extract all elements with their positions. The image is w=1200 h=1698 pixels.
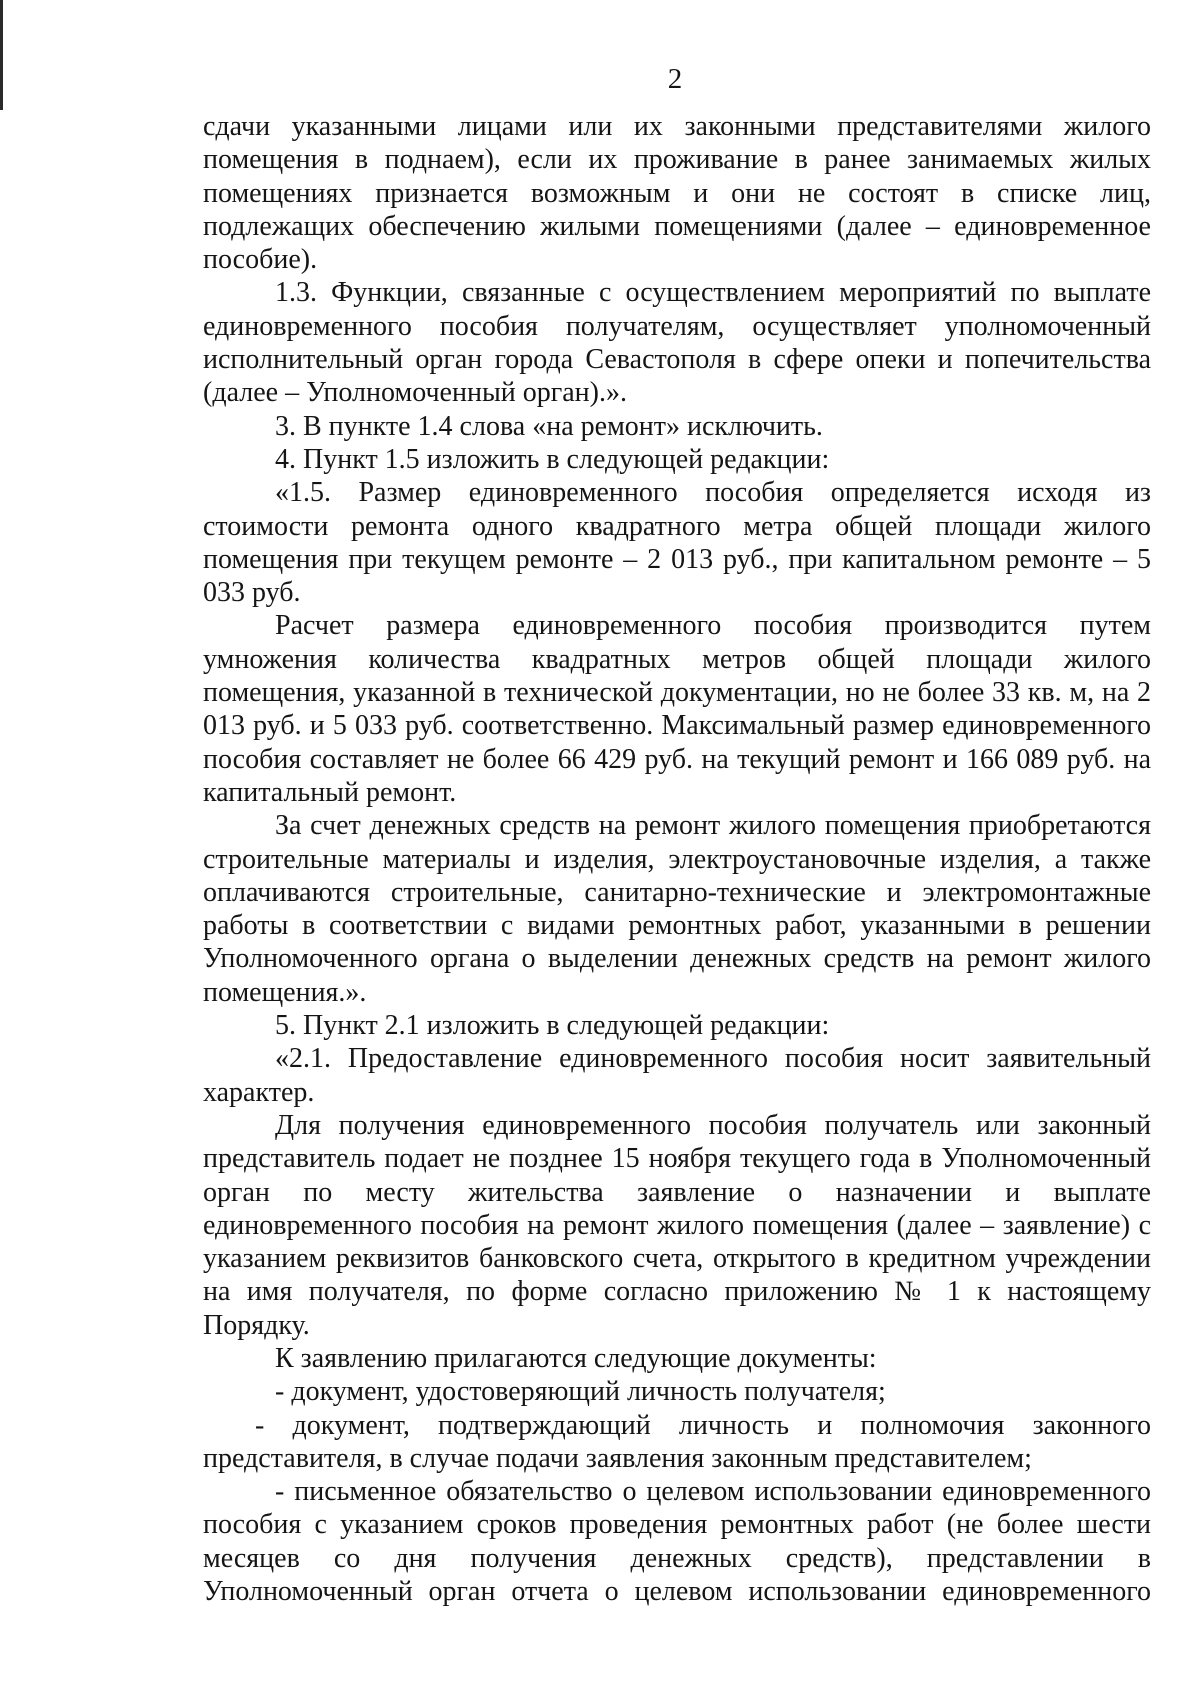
list-item-representative-document: - документ, подтверждающий личность и полномочия законного представителя, в случае подачи заявления законным представителем; <box>203 1409 1151 1474</box>
paragraph-item-5: 5. Пункт 2.1 изложить в следующей редакции: <box>275 1010 830 1042</box>
list-item-written-obligation: - письменное обязательство о целевом использовании единовременного пособия с указанием сроков проведения ремонтных работ (не более шести месяцев со дня получения денежных средств), представлении в Уполномоченный орган отчета о целевом использовании единовременного <box>203 1476 1151 1608</box>
paragraph-item-3: 3. В пункте 1.4 слова «на ремонт» исключить. <box>275 410 823 442</box>
paragraph-1-3: 1.3. Функции, связанные с осуществлением мероприятий по выплате единовременного пособия получателям, осуществляет уполномоченный исполнительный орган города Севастополя в сфере опеки и попечительства (далее – Уполномоченный орган).». <box>203 277 1151 409</box>
paragraph-2-1: «2.1. Предоставление единовременного пособия носит заявительный характер. <box>203 1043 1151 1108</box>
paragraph-continuation: сдачи указанными лицами или их законными представителями жилого помещения в поднаем), если их проживание в ранее занимаемых жилых помещениях признается возможным и они не состоят в списке лиц, подлежащих обеспечению жилыми помещениями (далее – единовременное пособие). <box>203 111 1151 276</box>
document-body <box>203 110 1151 1608</box>
paragraph-funds-usage: За счет денежных средств на ремонт жилого помещения приобретаются строительные материалы и изделия, электроустановочные изделия, а также оплачиваются строительные, санитарно-технические и электромонтажные работы в соответствии с видами ремонтных работ, указанными в решении Уполномоченного органа о выделении денежных средств на ремонт жилого помещения.». <box>203 810 1151 1008</box>
page-number: 2 <box>667 63 683 95</box>
paragraph-item-4: 4. Пункт 1.5 изложить в следующей редакции: <box>275 443 830 475</box>
paragraph-application: Для получения единовременного пособия получатель или законный представитель подает не позднее 15 ноября текущего года в Уполномоченный орган по месту жительства заявление о назначении и выплате единовременного пособия на ремонт жилого помещения (далее – заявление) с указанием реквизитов банковского счета, открытого в кредитном учреждении на имя получателя, по форме согласно приложению № 1 к настоящему Порядку. <box>203 1109 1151 1341</box>
list-item-identity-document: - документ, удостоверяющий личность получателя; <box>275 1376 886 1408</box>
paragraph-1-5: «1.5. Размер единовременного пособия определяется исходя из стоимости ремонта одного квадратного метра общей площади жилого помещения при текущем ремонте – 2 013 руб., при капитальном ремонте – 5 033 руб. <box>203 477 1151 609</box>
paragraph-calculation: Расчет размера единовременного пособия производится путем умножения количества квадратных метров общей площади жилого помещения, указанной в технической документации, но не более 33 кв. м, на 2 013 руб. и 5 033 руб. соответственно. Максимальный размер единовременного пособия составляет не более 66 429 руб. на текущий ремонт и 166 089 руб. на капитальный ремонт. <box>203 610 1151 808</box>
paragraph-documents-intro: К заявлению прилагаются следующие документы: <box>275 1342 877 1374</box>
